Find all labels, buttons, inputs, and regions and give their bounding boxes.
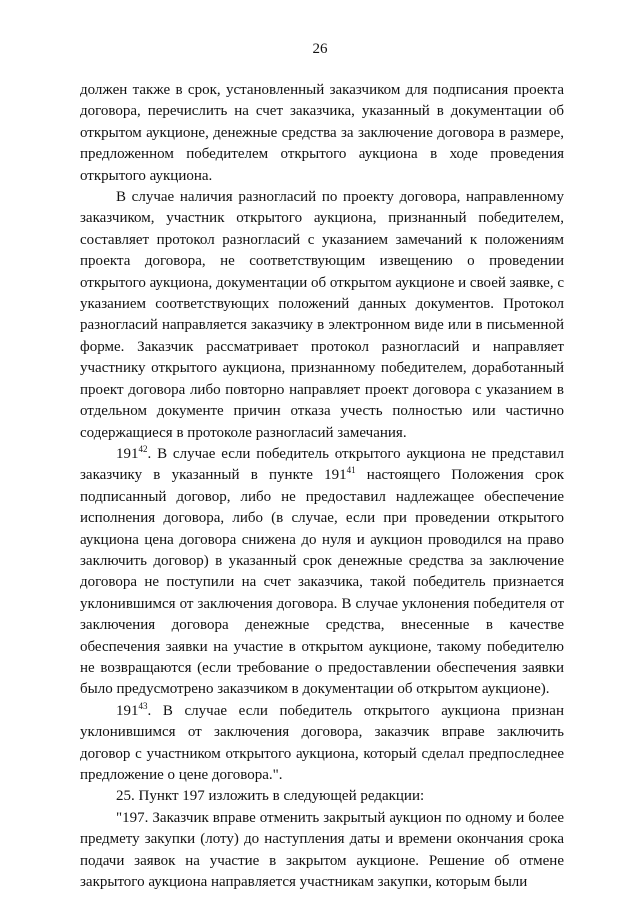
paragraph-text: 25. Пункт 197 изложить в следующей редакции:: [116, 788, 425, 805]
paragraph-text: . В случае если победитель открытого аукциона признан уклонившимся от заключения договора, заказчик вправе заключить договор с участником открытого аукциона, который сделал предпоследнее предложение о цене договора.".: [80, 702, 564, 783]
paragraph-text: . В случае если победитель открытого аукциона не представил заказчику в указанный в пункте 191: [80, 445, 564, 484]
paragraph-p6: [80, 808, 564, 894]
paragraph-p5: [80, 786, 564, 807]
paragraph-text: В случае наличия разногласий по проекту договора, направленному заказчиком, участник открытого аукциона, признанный победителем, составляет протокол разногласий с указанием замечаний к положениям проекта договора, не соответствующим извещению о проведении открытого аукциона, документации об открытом аукционе и своей заявке, с указанием соответствующих положений данных документов. Протокол разногласий направляется заказчику в электронном виде или в письменной форме. Заказчик рассматривает протокол разногласий и направляет участнику открытого аукциона, признанному победителем, доработанный проект договора либо повторно направляет проект договора с указанием в отдельном документе причин отказа учесть полностью или частично содержащиеся в протоколе разногласий замечания.: [80, 189, 564, 441]
paragraph-p1: [80, 80, 564, 187]
footnote-superscript: 42: [138, 443, 148, 454]
paragraph-text: 191: [116, 702, 139, 719]
paragraph-text: "197. Заказчик вправе отменить закрытый аукцион по одному и более предмету закупки (лоту) до наступления даты и времени окончания срока подачи заявок на участие в закрытом аукционе. Решение об отмене закрытого аукциона направляется участникам закупки, которым были: [80, 809, 564, 891]
paragraph-text: 191: [116, 445, 139, 462]
paragraph-p4: [80, 701, 564, 787]
document-body: [80, 80, 564, 893]
paragraph-p3: [80, 444, 564, 701]
page-number: 26: [312, 41, 328, 57]
paragraph-text: настоящего Положения срок подписанный договор, либо не предоставил надлежащее обеспечение исполнения договора, либо (в случае, если при проведении открытого аукциона цена договора снижена до нуля и аукцион проводился на право заключить договор) в указанный срок денежные средства за заключение договора не поступили на счет заказчика, такой победитель признается уклонившимся от заключения договора. В случае уклонения победителя от заключения договора денежные средства, внесенные в качестве обеспечения заявки на участие в открытом аукционе, такому победителю не возвращаются (если требование о предоставлении обеспечения заявки было предусмотрено заказчиком в документации об открытом аукционе).: [80, 467, 564, 698]
paragraph-p2: [80, 187, 564, 444]
footnote-superscript: 43: [138, 700, 148, 711]
paragraph-text: должен также в срок, установленный заказчиком для подписания проекта договора, перечислить на счет заказчика, указанный в документации об открытом аукционе, денежные средства за заключение договора в размере, предложенном победителем открытого аукциона в ходе проведения открытого аукциона.: [80, 82, 564, 184]
footnote-superscript: 41: [346, 465, 356, 476]
